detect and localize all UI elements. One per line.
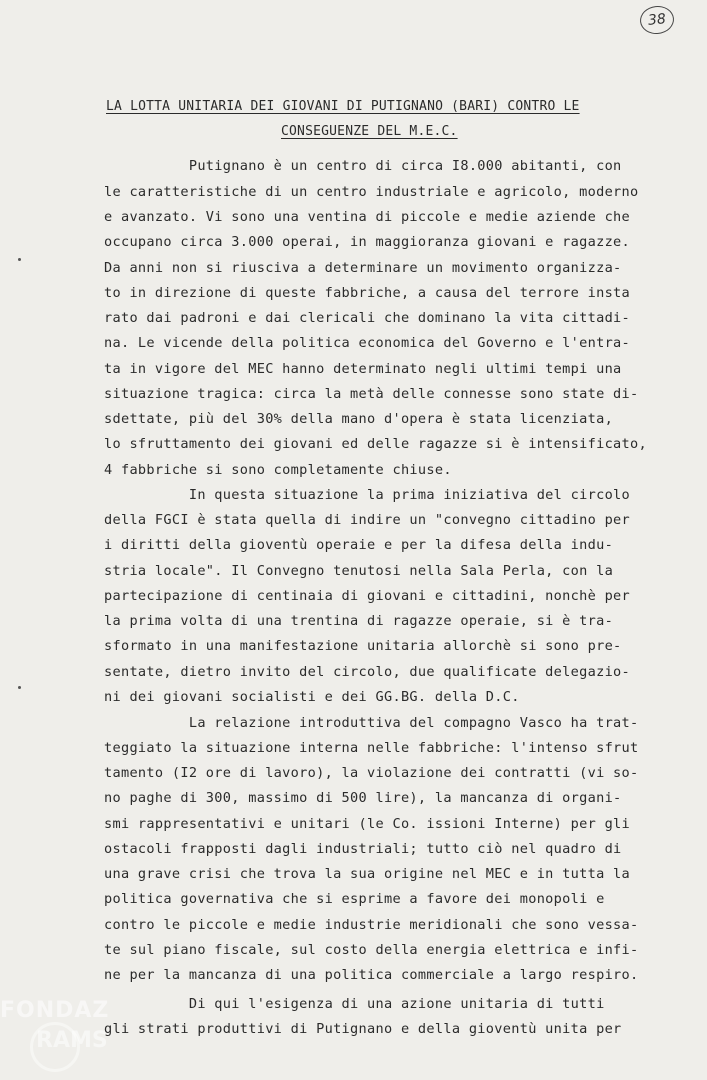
body-line: Di qui l'esigenza di una azione unitaria di tutti bbox=[104, 996, 605, 1012]
body-line: della FGCI è stata quella di indire un "convegno cittadino per bbox=[104, 512, 631, 528]
body-line: le caratteristiche di un centro industriale e agricolo, moderno bbox=[104, 184, 639, 200]
body-line: La relazione introduttiva del compagno Vasco ha trat- bbox=[104, 715, 639, 731]
body-line: stria locale". Il Convegno tenutosi nella Sala Perla, con la bbox=[104, 563, 614, 579]
body-line: no paghe di 300, massimo di 500 lire), la mancanza di organi- bbox=[104, 790, 622, 806]
body-line: partecipazione di centinaia di giovani e cittadini, nonchè per bbox=[104, 588, 631, 604]
body-line: 4 fabbriche si sono completamente chiuse. bbox=[104, 462, 452, 478]
body-line: te sul piano fiscale, sul costo della energia elettrica e infi- bbox=[104, 942, 639, 958]
margin-dot bbox=[18, 686, 21, 689]
body-line: situazione tragica: circa la metà delle connesse sono state di- bbox=[104, 386, 639, 402]
body-line: rato dai padroni e dai clericali che dominano la vita cittadi- bbox=[104, 310, 631, 326]
body-line: lo sfruttamento dei giovani ed delle ragazze si è intensificato, bbox=[104, 436, 647, 452]
watermark-text-2: RAMS bbox=[36, 1028, 108, 1053]
body-line: na. Le vicende della politica economica del Governo e l'entra- bbox=[104, 335, 631, 351]
body-line: occupano circa 3.000 operai, in maggioranza giovani e ragazze. bbox=[104, 234, 631, 250]
body-line: sformato in una manifestazione unitaria allorchè si sono pre- bbox=[104, 638, 622, 654]
body-line: la prima volta di una trentina di ragazze operaie, si è tra- bbox=[104, 613, 614, 629]
body-line: to in direzione di queste fabbriche, a causa del terrore insta bbox=[104, 285, 631, 301]
body-line: e avanzato. Vi sono una ventina di piccole e medie aziende che bbox=[104, 209, 631, 225]
body-line: contro le piccole e medie industrie meridionali che sono vessa- bbox=[104, 917, 639, 933]
body-line: teggiato la situazione interna nelle fabbriche: l'intenso sfrut bbox=[104, 740, 639, 756]
body-line: ostacoli frapposti dagli industriali; tutto ciò nel quadro di bbox=[104, 841, 622, 857]
body-line: sentate, dietro invito del circolo, due qualificate delegazio- bbox=[104, 664, 631, 680]
body-line: Putignano è un centro di circa I8.000 abitanti, con bbox=[104, 158, 622, 174]
body-line: smi rappresentativi e unitari (le Co. issioni Interne) per gli bbox=[104, 816, 631, 832]
body-line: ta in vigore del MEC hanno determinato negli ultimi tempi una bbox=[104, 361, 622, 377]
body-line: tamento (I2 ore di lavoro), la violazione dei contratti (vi so- bbox=[104, 765, 639, 781]
body-line: In questa situazione la prima iniziativa del circolo bbox=[104, 487, 631, 503]
body-line: ni dei giovani socialisti e dei GG.BG. della D.C. bbox=[104, 689, 520, 705]
body-line: i diritti della gioventù operaie e per la difesa della indu- bbox=[104, 537, 614, 553]
body-line: gli strati produttivi di Putignano e della gioventù unita per bbox=[104, 1021, 622, 1037]
body-line: ne per la mancanza di una politica commerciale a largo respiro. bbox=[104, 967, 639, 983]
document-title-line-2: CONSEGUENZE DEL M.E.C. bbox=[281, 124, 458, 139]
page-number-stamp: 38 bbox=[639, 4, 676, 35]
watermark-text: FONDAZ bbox=[0, 998, 110, 1023]
body-line: una grave crisi che trova la sua origine nel MEC e in tutta la bbox=[104, 866, 631, 882]
body-line: Da anni non si riusciva a determinare un movimento organizza- bbox=[104, 260, 622, 276]
body-line: sdettate, più del 30% della mano d'opera è stata licenziata, bbox=[104, 411, 614, 427]
body-line: politica governativa che si esprime a favore dei monopoli e bbox=[104, 891, 605, 907]
margin-dot bbox=[18, 258, 21, 261]
document-title-line-1: LA LOTTA UNITARIA DEI GIOVANI DI PUTIGNANO (BARI) CONTRO LE bbox=[106, 99, 580, 114]
